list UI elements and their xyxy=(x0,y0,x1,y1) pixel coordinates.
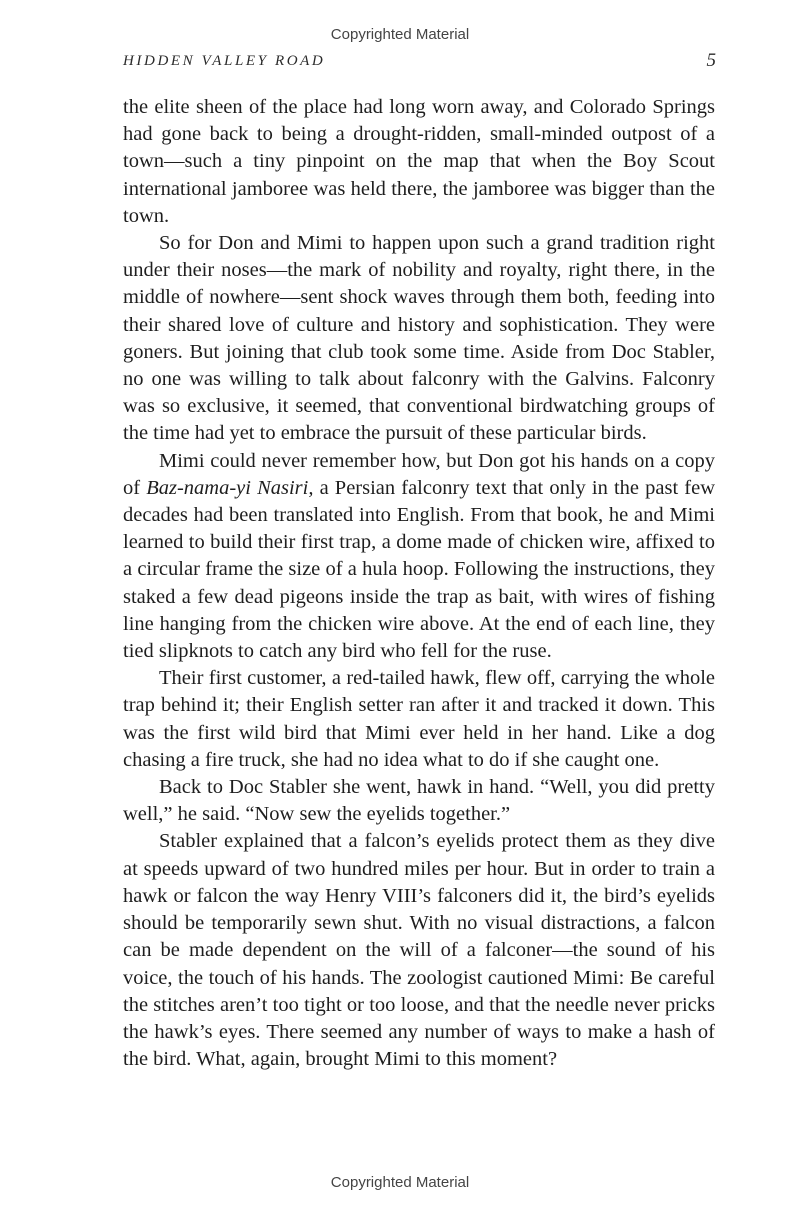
running-head: HIDDEN VALLEY ROAD xyxy=(123,53,326,69)
paragraph-3-after: a Persian falconry text that only in the past few decades had been translated into English. From that book, he and Mimi learned to build their first trap, a dome made of chicken wire, affixed to a circular frame the size of a hula hoop. Following the instructions, they staked a few dead pigeons inside the trap as bait, with wires of fishing line hanging from the chicken wire above. At the end of each line, they tied slipknots to catch any bird who fell for the ruse. xyxy=(123,476,716,663)
page-number: 5 xyxy=(706,50,716,71)
paragraph-5: Back to Doc Stabler she went, hawk in hand. “Well, you did pretty well,” he said. “Now sew the eyelids together.” xyxy=(123,776,715,826)
paragraph-3 xyxy=(123,448,715,666)
paragraph-2: So for Don and Mimi to happen upon such a grand tradition right under their noses—the mark of nobility and royalty, right there, in the middle of nowhere—sent shock waves through them both, feeding into their shared love of culture and history and sophistication. They were goners. But joining that club took some time. Aside from Doc Stabler, no one was willing to talk about falconry with the Galvins. Falconry was so exclusive, it seemed, that conventional birdwatching groups of the time had yet to embrace the pursuit of these particular birds. xyxy=(123,232,715,445)
paragraph-1: the elite sheen of the place had long worn away, and Colorado Springs had gone back to being a drought-ridden, small-minded outpost of a town—such a tiny pinpoint on the map that when the Boy Scout international jamboree was held there, the jamboree was bigger than the town. xyxy=(123,96,715,227)
watermark-top: Copyrighted Material xyxy=(330,26,470,43)
watermark-bottom: Copyrighted Material xyxy=(330,1174,470,1191)
paragraph-6: Stabler explained that a falcon’s eyelids protect them as they dive at speeds upward of two hundred miles per hour. But in order to train a hawk or falcon the way Henry VIII’s falconers did it, the bird’s eyelids should be temporarily sewn shut. With no visual distractions, a falcon can be made dependent on the will of a falconer—the sound of his voice, the touch of his hands. The zoologist cautioned Mimi: Be careful the stitches aren’t too tight or too loose, and that the needle never pricks the hawk’s eyes. There seemed any number of ways to make a hash of the bird. What, again, brought Mimi to this moment? xyxy=(123,830,715,1071)
paragraph-3-before: Mimi could never remember how, but Don got his hands on a copy of xyxy=(123,449,715,499)
paragraph-4: Their first customer, a red-tailed hawk, flew off, carrying the whole trap behind it; their English setter ran after it and tracked it down. This was the first wild bird that Mimi ever held in her hand. Like a dog chasing a fire truck, she had no idea what to do if she caught one. xyxy=(123,667,715,771)
book-title: Baz-nama-yi Nasiri, xyxy=(146,476,314,499)
body-text xyxy=(123,94,715,1073)
